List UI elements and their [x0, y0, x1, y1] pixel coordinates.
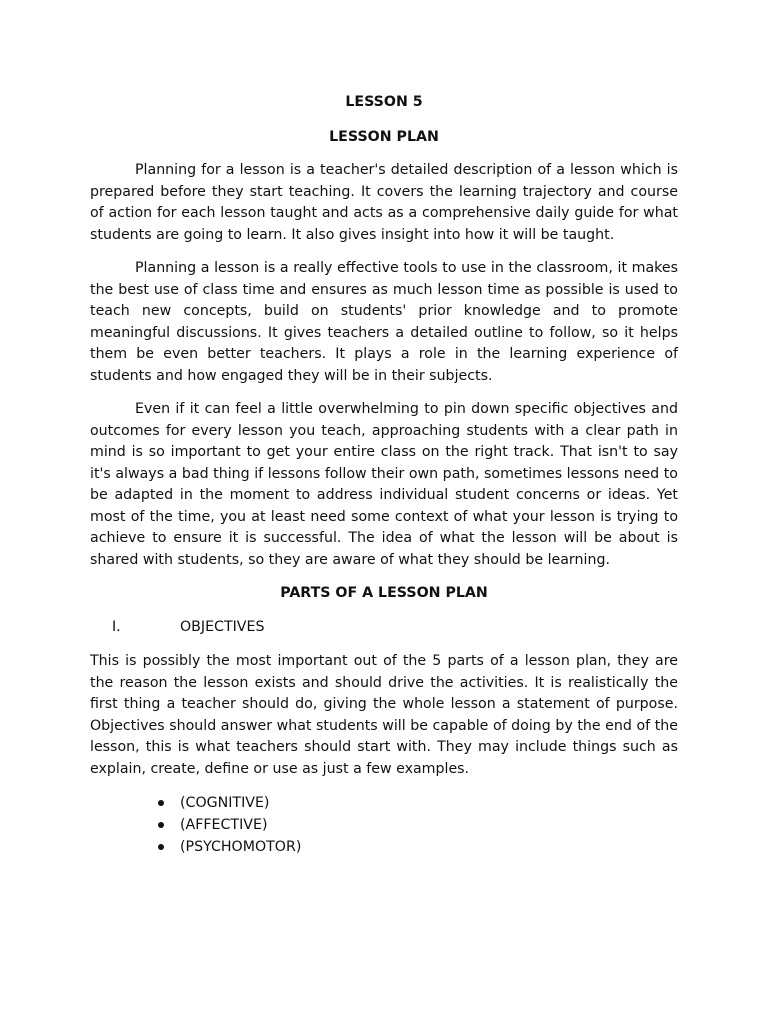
list-item	[158, 814, 678, 836]
list-item-label: (PSYCHOMOTOR)	[180, 839, 302, 855]
section-number: I.	[112, 618, 121, 635]
list-item-label: (COGNITIVE)	[180, 795, 270, 811]
list-item	[158, 792, 678, 814]
list-item-label: (AFFECTIVE)	[180, 817, 268, 833]
intro-paragraph-2: Planning a lesson is a really effective tools to use in the classroom, it makes the best use of class time and ensures as much lesson time as possible is used to teach new concepts, build on students' prior knowledge and to promote meaningful discussions. It gives teachers a detailed outline to follow, so it helps them be even better teachers. It plays a role in the learning experience of students and how engaged they will be in their subjects.	[90, 260, 678, 384]
objective-domains-list	[90, 792, 678, 858]
bullet-icon	[158, 844, 164, 850]
bullet-icon	[158, 800, 164, 806]
document-page	[90, 92, 678, 858]
section-objectives-header	[90, 617, 678, 639]
lesson-title-heading: LESSON PLAN	[329, 128, 439, 145]
parts-heading: PARTS OF A LESSON PLAN	[280, 585, 488, 601]
objectives-paragraph: This is possibly the most important out of the 5 parts of a lesson plan, they are the reason the lesson exists and should drive the activities. It is realistically the first thing a teacher should do, giving the whole lesson a statement of purpose. Objectives should answer what students will be capable of doing by the end of the lesson, this is what teachers should start with. They may include things such as explain, create, define or use as just a few examples.	[90, 653, 678, 777]
bullet-icon	[158, 822, 164, 828]
intro-paragraph-1: Planning for a lesson is a teacher's detailed description of a lesson which is prepared before they start teaching. It covers the learning trajectory and course of action for each lesson taught and acts as a comprehensive daily guide for what students are going to learn. It also gives insight into how it will be taught.	[90, 162, 678, 243]
section-title: OBJECTIVES	[180, 618, 265, 635]
lesson-number-heading: LESSON 5	[345, 94, 423, 110]
intro-paragraph-3: Even if it can feel a little overwhelming to pin down specific objectives and outcomes for every lesson you teach, approaching students with a clear path in mind is so important to get your entire class on the right track. That isn't to say it's always a bad thing if lessons follow their own path, sometimes lessons need to be adapted in the moment to address individual student concerns or ideas. Yet most of the time, you at least need some context of what your lesson is trying to achieve to ensure it is successful. The idea of what the lesson will be about is shared with students, so they are aware of what they should be learning.	[90, 401, 678, 568]
list-item	[158, 836, 678, 858]
